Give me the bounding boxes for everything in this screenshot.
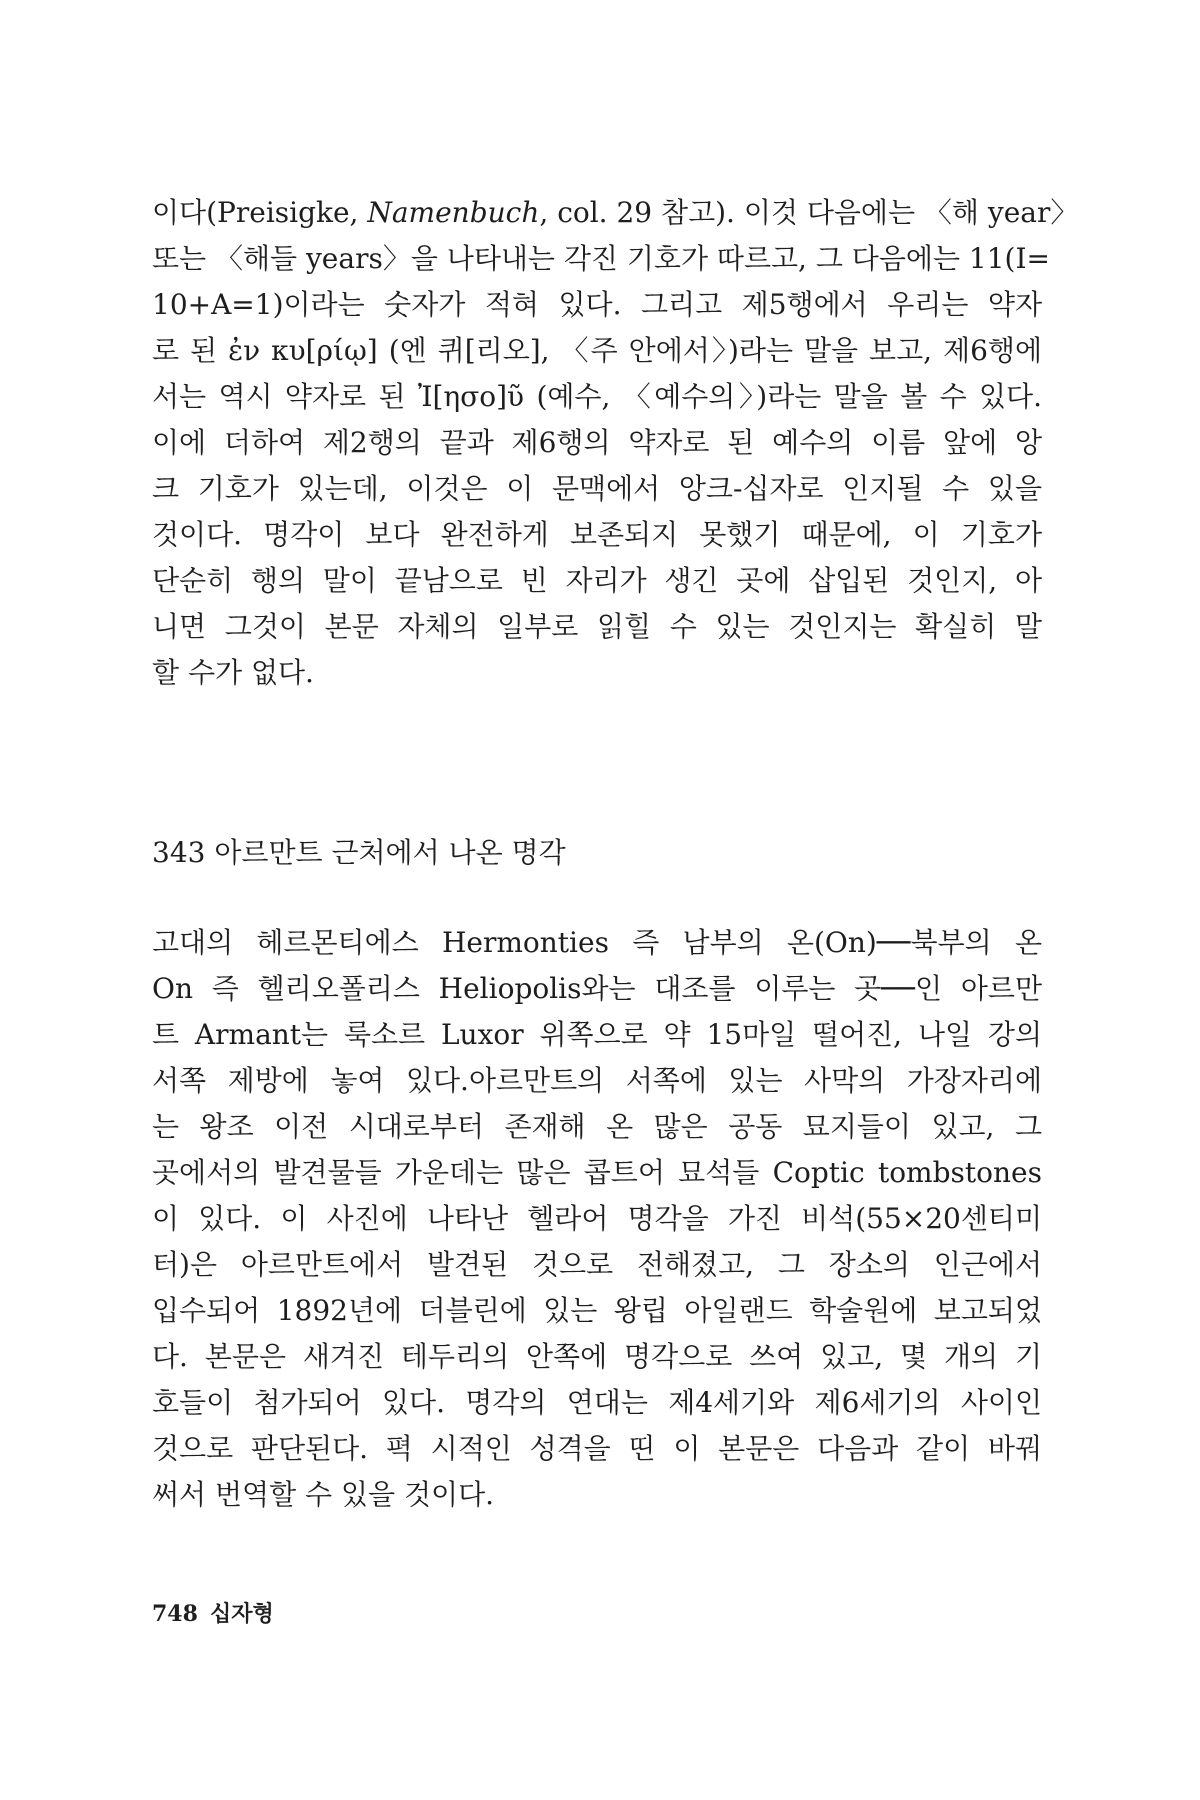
text-line: 써서 번역할 수 있을 것이다.	[152, 1478, 495, 1511]
text-line: 크 기호가 있는데, 이것은 이 문맥에서 앙크-십자로 인지될 수 있을	[152, 472, 1042, 505]
section-number: 343	[152, 836, 206, 869]
section-heading	[152, 830, 566, 876]
text-line: 는 왕조 이전 시대로부터 존재해 온 많은 공동 묘지들이 있고, 그	[152, 1110, 1042, 1143]
book-title-italic: Namenbuch	[367, 196, 540, 229]
text-line: 트 Armant는 룩소르 Luxor 위쪽으로 약 15마일 떨어진, 나일 강의	[152, 1018, 1042, 1051]
text-line: 할 수가 없다.	[152, 656, 314, 689]
text-line: 것이다. 명각이 보다 완전하게 보존되지 못했기 때문에, 이 기호가	[152, 518, 1042, 551]
text-line: 고대의 헤르몬티에스 Hermonties 즉 남부의 온(On)──북부의 온	[152, 926, 1042, 959]
text-line: 서쪽 제방에 놓여 있다.아르만트의 서쪽에 있는 사막의 가장자리에	[152, 1064, 1042, 1097]
paragraph-1	[152, 190, 1079, 696]
text-line: 이에 더하여 제2행의 끝과 제6행의 약자로 된 예수의 이름 앞에 앙	[152, 426, 1042, 459]
text-line: 입수되어 1892년에 더블린에 있는 왕립 아일랜드 학술원에 보고되었	[152, 1294, 1042, 1327]
section-title: 아르만트 근처에서 나온 명각	[214, 836, 566, 869]
text-line: 10+A=1)이라는 숫자가 적혀 있다. 그리고 제5행에서 우리는 약자	[152, 288, 1042, 321]
text-line: 다. 본문은 새겨진 테두리의 안쪽에 명각으로 쓰여 있고, 몇 개의 기	[152, 1340, 1042, 1373]
text-line: 니면 그것이 본문 자체의 일부로 읽힐 수 있는 것인지는 확실히 말	[152, 610, 1042, 643]
text-line: 또는 〈해들 years〉을 나타내는 각진 기호가 따르고, 그 다음에는 11(I=	[152, 242, 1050, 275]
text-line: 것으로 판단된다. 펵 시적인 성격을 띤 이 본문은 다음과 같이 바꿔	[152, 1432, 1042, 1465]
text-line: 서는 역시 약자로 된 Ἰ[ησο]ῦ (예수, 〈예수의〉)라는 말을 볼 수 있다.	[152, 380, 1042, 413]
text-line: 이다(Preisigke, Namenbuch, col. 29 참고). 이것 다음에는 〈해 year〉	[152, 196, 1079, 229]
text-line: 호들이 첨가되어 있다. 명각의 연대는 제4세기와 제6세기의 사이인	[152, 1386, 1042, 1419]
page-number: 748	[152, 1601, 198, 1627]
text-line: 로 된 ἐν κυ[ρίῳ] (엔 퀴[리오], 〈주 안에서〉)라는 말을 보고, 제6행에	[152, 334, 1042, 367]
text-line: 곳에서의 발견물들 가운데는 많은 콥트어 묘석들 Coptic tombstones	[152, 1156, 1042, 1189]
running-title: 십자형	[209, 1601, 274, 1627]
page-footer	[152, 1597, 274, 1628]
text-line: 터)은 아르만트에서 발견된 것으로 전해졌고, 그 장소의 인근에서	[152, 1248, 1042, 1281]
paragraph-2	[152, 920, 1042, 1518]
text-line: 이 있다. 이 사진에 나타난 헬라어 명각을 가진 비석(55×20센티미	[152, 1202, 1042, 1235]
text-line: 단순히 행의 말이 끝남으로 빈 자리가 생긴 곳에 삽입된 것인지, 아	[152, 564, 1042, 597]
text-line: On 즉 헬리오폴리스 Heliopolis와는 대조를 이루는 곳──인 아르만	[152, 972, 1042, 1005]
